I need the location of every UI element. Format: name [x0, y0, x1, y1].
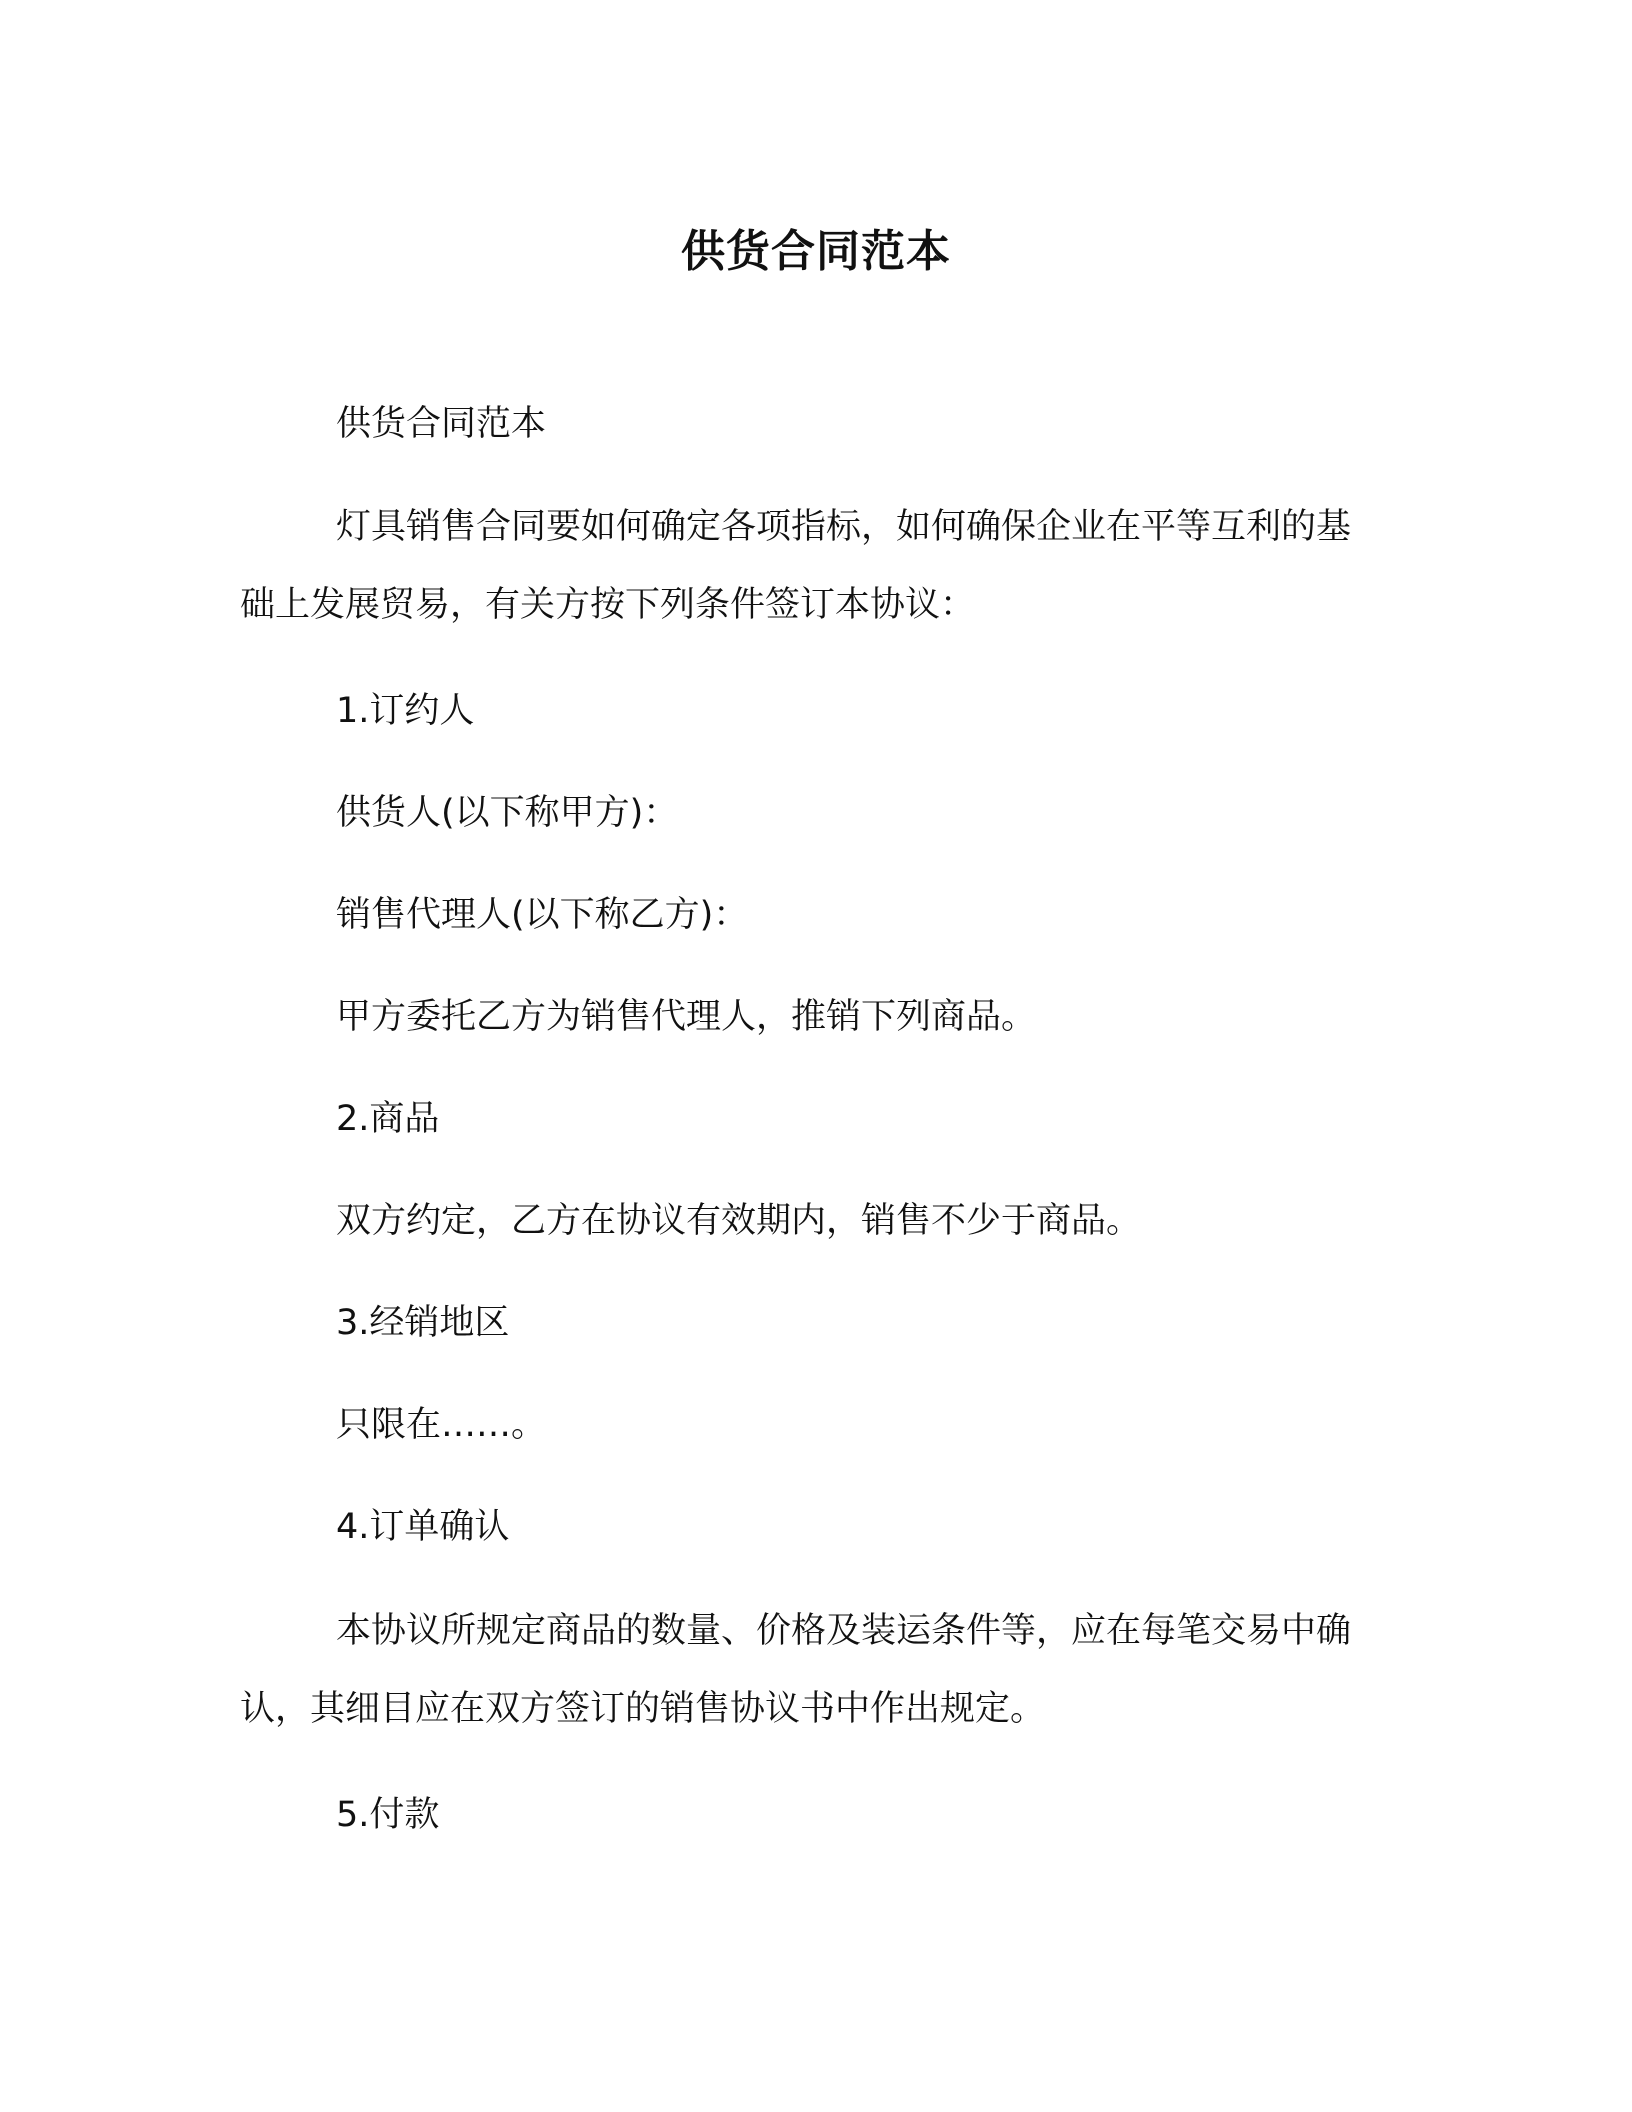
- paragraph-subtitle: 供货合同范本: [336, 404, 547, 444]
- section-heading-goods: 2.商品: [336, 1099, 440, 1139]
- paragraph-region: 只限在……。: [336, 1405, 547, 1445]
- paragraph-intro: 灯具销售合同要如何确定各项指标，如何确保企业在平等互利的基础上发展贸易，有关方按下列条件签订本协议：: [240, 507, 1352, 625]
- section-heading-order-confirmation: 4.订单确认: [336, 1507, 510, 1547]
- section-heading-payment: 5.付款: [336, 1795, 440, 1835]
- section-heading-parties: 1.订约人: [336, 691, 475, 731]
- paragraph-entrust: 甲方委托乙方为销售代理人，推销下列商品。: [336, 997, 1037, 1037]
- paragraph-party-a: 供货人(以下称甲方)：: [336, 793, 679, 833]
- paragraph-order-confirmation: 本协议所规定商品的数量、价格及装运条件等，应在每笔交易中确认，其细目应在双方签订的销售协议书中作出规定。: [240, 1611, 1352, 1729]
- paragraph-goods: 双方约定，乙方在协议有效期内，销售不少于商品。: [336, 1201, 1142, 1241]
- section-heading-region: 3.经销地区: [336, 1303, 510, 1343]
- document-title: 供货合同范本: [681, 226, 951, 277]
- paragraph-party-b: 销售代理人(以下称乙方)：: [336, 895, 749, 935]
